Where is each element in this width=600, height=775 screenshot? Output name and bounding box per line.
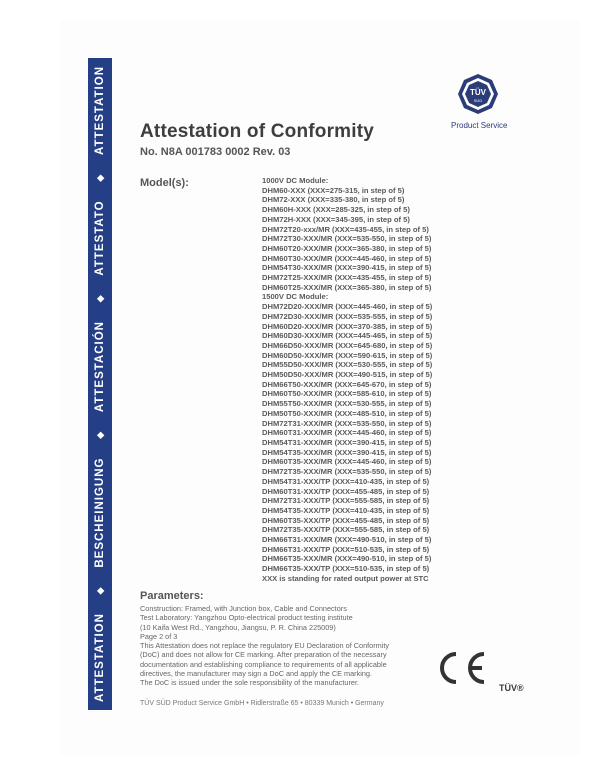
logo-mark: TÜV (470, 88, 486, 97)
model-entry: DHM60D30-XXX/MR (XXX=445-465, in step of 5) (262, 331, 433, 341)
band-word: ATTESTACIÓN (94, 321, 106, 413)
diamond-icon: ◆ (94, 294, 105, 303)
model-entry: DHM55D50-XXX/MR (XXX=530-555, in step of 5) (262, 360, 433, 370)
model-entry: 1000V DC Module: (262, 176, 329, 185)
band-word: ATTESTATION (94, 66, 106, 155)
model-entry: DHM50T50-XXX/MR (XXX=485-510, in step of 5) (262, 408, 432, 418)
parameters-title: Parameters: (140, 590, 204, 602)
models-label: Model(s): (140, 177, 189, 189)
model-entry: DHM60T25-XXX/MR (XXX=365-380, in step of 5) (262, 282, 432, 292)
model-entry: DHM55T50-XXX/MR (XXX=530-555, in step of 5) (262, 399, 432, 409)
model-entry: DHM66D50-XXX/MR (XXX=645-680, in step of 5) (262, 340, 433, 350)
model-entry: DHM60T31-XXX/MR (XXX=445-460, in step of 5) (262, 428, 432, 438)
model-entry: DHM72T31-XXX/TP (XXX=555-585, in step of 5) (262, 496, 430, 506)
footer-address: TÜV SÜD Product Service GmbH • Ridlerstraße 65 • 80339 Munich • Germany (140, 700, 384, 707)
models-list (262, 176, 432, 584)
ce-mark-icon (432, 650, 490, 686)
model-entry: DHM60-XXX (XXX=275-315, in step of 5) (262, 185, 405, 195)
model-entry: DHM66T50-XXX/MR (XXX=645-670, in step of 5) (262, 379, 432, 389)
model-entry: DHM54T35-XXX/MR (XXX=390-415, in step of 5) (262, 447, 432, 457)
model-entry: DHM54T31-XXX/TP (XXX=410-435, in step of 5) (262, 476, 430, 486)
model-entry: DHM72T31-XXX/MR (XXX=535-550, in step of 5) (262, 418, 432, 428)
model-entry: XXX is standing for rated output power at STC (262, 573, 429, 583)
model-entry: DHM66T35-XXX/MR (XXX=490-510, in step of 5) (262, 554, 432, 564)
disclaimer-line: documentation and establishing compliance to requirements of all applicable (140, 659, 387, 669)
model-entry: 1500V DC Module: (262, 292, 329, 302)
model-entry: DHM72T30-XXX/MR (XXX=535-550, in step of 5) (262, 234, 432, 244)
model-entry: DHM54T31-XXX/MR (XXX=390-415, in step of 5) (262, 437, 432, 447)
tuv-small-mark: TÜV® (499, 683, 524, 693)
model-entry: DHM72-XXX (XXX=335-380, in step of 5) (262, 195, 405, 205)
side-band-text (88, 58, 112, 710)
logo-caption: Product Service (451, 121, 508, 130)
page-title: Attestation of Conformity (140, 121, 375, 142)
document-number: No. N8A 001783 0002 Rev. 03 (140, 146, 291, 158)
diamond-icon: ◆ (94, 430, 105, 439)
model-entry: DHM66T35-XXX/TP (XXX=510-535, in step of 5) (262, 564, 430, 574)
model-entry: DHM50D50-XXX/MR (XXX=490-515, in step of 5) (262, 370, 433, 380)
tuv-logo-icon (457, 73, 499, 115)
disclaimer-line: directives, the manufacturer may sign a DoC and apply the CE marking. (140, 669, 372, 679)
disclaimer-line: The DoC is issued under the sole responsibility of the manufacturer. (140, 678, 360, 688)
model-entry: DHM60H-XXX (XXX=285-325, in step of 5) (262, 205, 410, 215)
ce-text: CE (432, 650, 434, 651)
address-text: (10 Kaifa West Rd., Yangzhou, Jiangsu, P. R. China 225009) (140, 622, 336, 632)
diamond-icon: ◆ (94, 586, 105, 595)
logo-sub: SÜD (473, 98, 483, 103)
band-word: BESCHEINIGUNG (94, 457, 106, 568)
construction-text: Construction: Framed, with Junction box, Cable and Connectors (140, 604, 347, 613)
disclaimer-line: (DoC) and does not allow for CE marking. After preparation of the necessary (140, 650, 387, 660)
model-entry: DHM72T20-xxx/MR (XXX=435-455, in step of 5) (262, 224, 429, 234)
model-entry: DHM72T35-XXX/TP (XXX=555-585, in step of 5) (262, 525, 430, 535)
side-band (88, 58, 112, 710)
model-entry: DHM66T31-XXX/TP (XXX=510-535, in step of 5) (262, 544, 430, 554)
model-entry: DHM54T30-XXX/MR (XXX=390-415, in step of 5) (262, 263, 432, 273)
model-entry: DHM72T25-XXX/MR (XXX=435-455, in step of 5) (262, 273, 432, 283)
model-entry: DHM72T35-XXX/MR (XXX=535-550, in step of 5) (262, 467, 432, 477)
model-entry: DHM66T31-XXX/MR (XXX=490-510, in step of 5) (262, 535, 432, 545)
model-entry: DHM60T50-XXX/MR (XXX=585-610, in step of 5) (262, 389, 432, 399)
model-entry: DHM60T35-XXX/TP (XXX=455-485, in step of 5) (262, 515, 430, 525)
model-entry: DHM72D30-XXX/MR (XXX=535-555, in step of 5) (262, 311, 433, 321)
model-entry: DHM72D20-XXX/MR (XXX=445-460, in step of 5) (262, 302, 433, 312)
diamond-icon: ◆ (94, 173, 105, 182)
model-entry: DHM60T20-XXX/MR (XXX=365-380, in step of 5) (262, 243, 432, 253)
lab-text: Test Laboratory: Yangzhou Opto-electrical product testing institute (140, 613, 353, 623)
model-entry: DHM72H-XXX (XXX=345-395, in step of 5) (262, 214, 410, 224)
model-entry: DHM60D50-XXX/MR (XXX=590-615, in step of 5) (262, 350, 433, 360)
disclaimer-line: This Attestation does not replace the regulatory EU Declaration of Conformity (140, 641, 390, 651)
parameters-block (140, 604, 430, 688)
model-entry: DHM60T35-XXX/MR (XXX=445-460, in step of 5) (262, 457, 432, 467)
band-word: ATTESTATO (94, 200, 106, 276)
model-entry: DHM54T35-XXX/TP (XXX=410-435, in step of 5) (262, 505, 430, 515)
band-word: ATTESTATION (94, 613, 106, 702)
page-number: Page 2 of 3 (140, 631, 178, 641)
model-entry: DHM60T30-XXX/MR (XXX=445-460, in step of 5) (262, 253, 432, 263)
model-entry: DHM60T31-XXX/TP (XXX=455-485, in step of 5) (262, 486, 430, 496)
model-entry: DHM60D20-XXX/MR (XXX=370-385, in step of 5) (262, 321, 433, 331)
